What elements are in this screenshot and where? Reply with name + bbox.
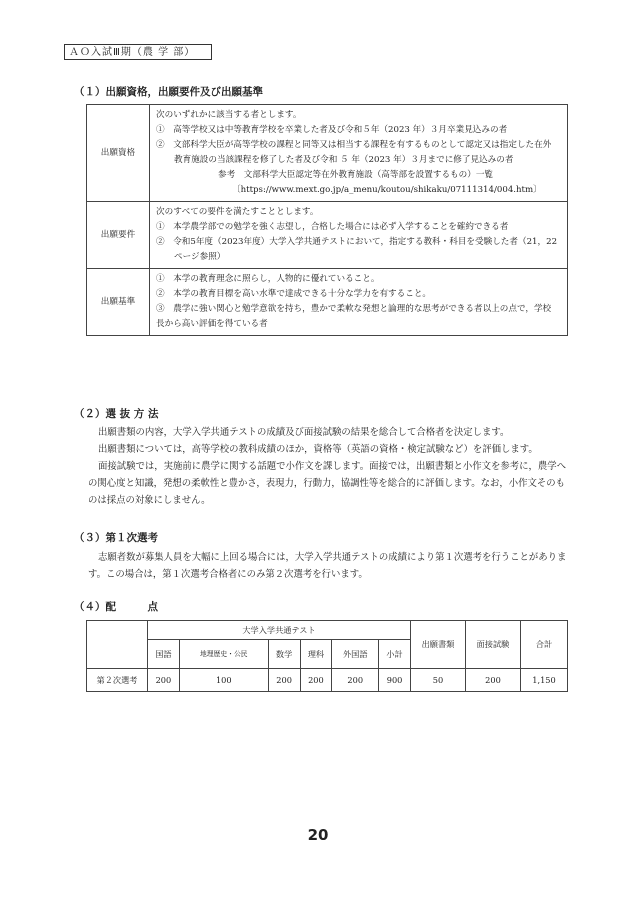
conditions-intro: 次のすべての要件を満たすこととします。: [156, 207, 319, 217]
score-header-empty: [87, 621, 148, 669]
conditions-item-1: ① 本学農学部での勉学を強く志望し，合格した場合には必ず入学することを確約できる者: [156, 222, 509, 232]
qualification-item-2: ② 文部科学大臣が高等学校の課程と同等又は相当する課程を有するものとして認定又は指定した在外教育施設の当該課程を修了した者及び令和 ５ 年（2023 年）３月までに修了見込みの者: [156, 140, 552, 165]
conditions-content: [150, 202, 568, 269]
score-value-subtotal: 900: [379, 669, 411, 692]
score-col-subtotal: 小計: [379, 640, 411, 669]
score-value-interview: 200: [466, 669, 521, 692]
criteria-item-1: ① 本学の教育理念に照らし，人物的に優れていること。: [156, 274, 380, 284]
document-title: ＡＯ入試Ⅲ期（農 学 部）: [64, 44, 212, 60]
qualification-note: 参考 文部科学大臣認定等在外教育施設（高等部を設置するもの）一覧: [218, 170, 494, 180]
first-stage-text: [88, 549, 568, 583]
requirements-table: [86, 104, 568, 336]
conditions-label: 出願要件: [87, 202, 150, 269]
first-stage-paragraph: 志願者数が募集人員を大幅に上回る場合には，大学入学共通テストの成績により第１次選考を行うことがあります。この場合は，第１次選考合格者にのみ第２次選考を行います。: [88, 552, 567, 580]
score-header-interview: 面接試験: [466, 621, 521, 669]
section-heading-selection: （２）選 抜 方 法: [74, 408, 159, 420]
score-header-total: 合計: [521, 621, 568, 669]
qualification-label: 出願資格: [87, 105, 150, 202]
criteria-item-2: ② 本学の教育目標を高い水準で達成できる十分な学力を有すること。: [156, 289, 432, 299]
score-value-science: 200: [300, 669, 332, 692]
conditions-item-2: ② 令和5年度（2023年度）大学入学共通テストにおいて，指定する教科・科目を受験した者（21，22ページ参照）: [156, 237, 558, 262]
score-header-common-test: 大学入学共通テスト: [148, 621, 411, 640]
score-value-total: 1,150: [521, 669, 568, 692]
selection-method-text: [88, 424, 568, 509]
selection-paragraph-1: 出願書類の内容，大学入学共通テストの成績及び面接試験の結果を総合して合格者を決定します。: [98, 427, 510, 438]
score-col-geo-history: 地理歴史・公民: [179, 640, 268, 669]
score-value-geo-history: 100: [179, 669, 268, 692]
score-row-second-stage: [87, 669, 568, 692]
section-heading-first-stage: （３）第１次選考: [74, 532, 158, 544]
score-value-japanese: 200: [148, 669, 180, 692]
score-col-foreign-language: 外国語: [332, 640, 379, 669]
page-number: 20: [307, 826, 329, 844]
qualification-intro: 次のいずれかに該当する者とします。: [156, 110, 302, 120]
score-col-science: 理科: [300, 640, 332, 669]
score-header-docs: 出願書類: [411, 621, 466, 669]
score-col-japanese: 国語: [148, 640, 180, 669]
score-row-label: 第２次選考: [87, 669, 148, 692]
selection-paragraph-3: 面接試験では，実施前に農学に関する話題で小作文を課します。面接では，出願書類と小作文を参考に，農学への関心度と知識，発想の柔軟性と豊かさ，表現力，行動力，協調性等を総合的に評価します。なお，小作文そのものは採点の対象にしません。: [88, 461, 567, 506]
qualification-content: [150, 105, 568, 202]
criteria-row: [87, 269, 568, 336]
conditions-row: [87, 202, 568, 269]
section-heading-scores: （４）配 点: [74, 601, 158, 613]
score-value-foreign-language: 200: [332, 669, 379, 692]
score-header-row-1: [87, 621, 568, 640]
criteria-item-3: ③ 農学に強い関心と勉学意欲を持ち，豊かで柔軟な発想と論理的な思考ができる者以上の点で，学校長から高い評価を得ている者: [156, 304, 552, 329]
section-heading-eligibility: （１）出願資格，出願要件及び出願基準: [74, 86, 263, 98]
qualification-row: [87, 105, 568, 202]
score-value-docs: 50: [411, 669, 466, 692]
qualification-item-1: ① 高等学校又は中等教育学校を卒業した者及び令和５年（2023 年）３月卒業見込みの者: [156, 125, 508, 135]
criteria-label: 出願基準: [87, 269, 150, 336]
criteria-content: [150, 269, 568, 336]
score-table: [86, 620, 568, 692]
score-value-math: 200: [268, 669, 300, 692]
score-col-math: 数学: [268, 640, 300, 669]
selection-paragraph-2: 出願書類については，高等学校の教科成績のほか，資格等（英語の資格・検定試験など）を評価します。: [98, 444, 538, 455]
qualification-url: 〔https://www.mext.go.jp/a_menu/koutou/shikaku/07111314/004.htm〕: [232, 185, 542, 195]
